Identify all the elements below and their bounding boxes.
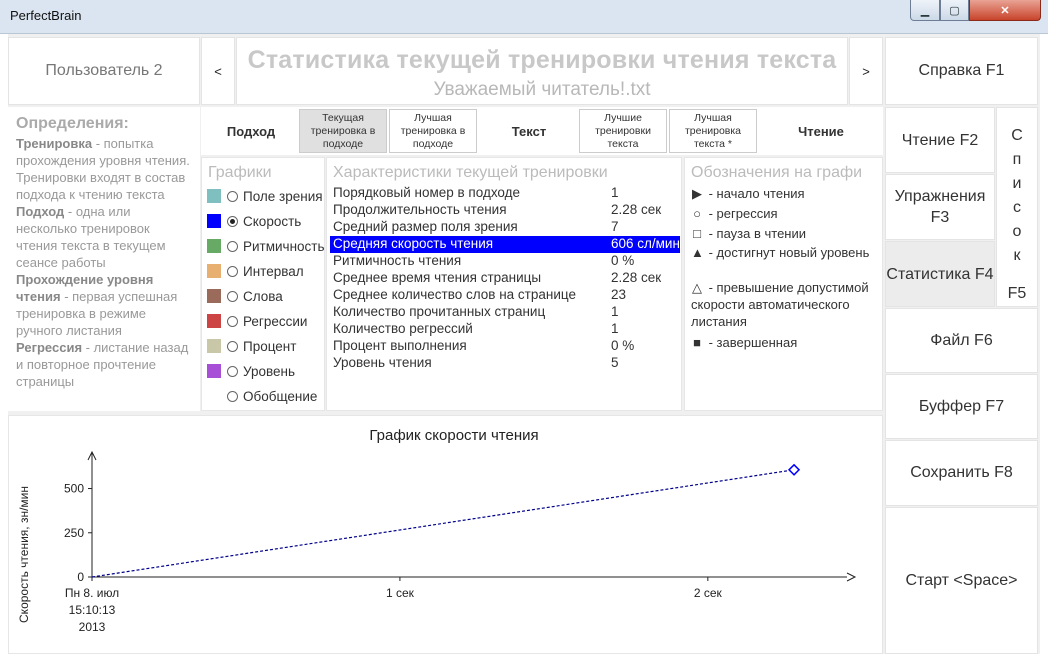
next-button[interactable]: > [849, 37, 883, 105]
stat-value: 7 [611, 219, 619, 234]
graph-option-label: Интервал [243, 263, 304, 279]
color-swatch [207, 389, 221, 403]
stat-row [330, 287, 680, 304]
maximize-button[interactable] [940, 0, 969, 21]
legend-symbol-icon: ▶ [692, 186, 702, 201]
color-swatch [207, 364, 221, 378]
legend-item [691, 185, 883, 202]
color-swatch [207, 189, 221, 203]
chart-svg [9, 416, 884, 655]
stat-value: 23 [611, 287, 627, 302]
legend-item [691, 205, 883, 222]
stat-label: Процент выполнения [333, 338, 467, 353]
stat-value: 1 [611, 185, 619, 200]
stat-label: Количество регрессий [333, 321, 473, 336]
speed-data-point [789, 465, 799, 475]
tab-text[interactable]: Текст [511, 123, 547, 139]
y-axis-label: Скорость чтения, зн/мин [17, 486, 31, 623]
stat-row [330, 236, 680, 253]
file-button[interactable]: Файл F6 [885, 308, 1038, 373]
stat-row [330, 338, 680, 355]
legend-text: - начало чтения [705, 186, 805, 201]
statistics-button[interactable]: Статистика F4 [885, 241, 995, 307]
stat-label: Средняя скорость чтения [333, 236, 494, 251]
close-button[interactable] [969, 0, 1041, 21]
header [236, 37, 848, 105]
graph-option[interactable] [207, 186, 325, 206]
minimize-icon: ▁ [920, 4, 930, 17]
tab-reading[interactable]: Чтение [798, 123, 844, 139]
graph-option[interactable] [207, 211, 325, 231]
definition-item: Прохождение уровня чтения - первая успешная тренировка в режиме ручного листания [16, 272, 178, 338]
graph-option[interactable] [207, 261, 325, 281]
stat-row [330, 219, 680, 236]
help-button[interactable]: Справка F1 [885, 37, 1038, 105]
graphs-title: Графики [208, 164, 272, 181]
speed-chart [8, 415, 883, 654]
graph-option[interactable] [207, 236, 325, 256]
tab-best-trainings-text[interactable]: Лучшие тренировки текста [579, 109, 667, 153]
radio-icon[interactable] [227, 241, 238, 252]
graph-option-label: Слова [243, 288, 283, 304]
graph-option-label: Уровень [243, 363, 296, 379]
stat-row [330, 185, 680, 202]
definitions-title: Определения: [16, 115, 129, 132]
close-icon: ✕ [1000, 4, 1010, 17]
x-tick-label: 2013 [78, 620, 106, 634]
graph-option[interactable] [207, 386, 325, 406]
radio-icon[interactable] [227, 291, 238, 302]
stat-label: Средний размер поля зрения [333, 219, 518, 234]
y-tick-label: 500 [63, 481, 84, 496]
legend-symbol-icon: ■ [693, 335, 701, 350]
definition-item: Регрессия - листание назад и повторное прочтение страницы [16, 340, 189, 389]
window-title: PerfectBrain [10, 8, 82, 23]
legend-text: - завершенная [705, 335, 798, 350]
legend-text: - превышение допустимой скорости автоматического листания [691, 280, 869, 329]
graph-option[interactable] [207, 361, 325, 381]
color-swatch [207, 239, 221, 253]
legend-item [691, 225, 883, 242]
tab-best-training[interactable]: Лучшая тренировка в подходе [389, 109, 477, 153]
stat-value: 5 [611, 355, 619, 370]
x-tick-label: Пн 8. июл [64, 586, 120, 600]
stat-row [330, 321, 680, 338]
x-tick-label: 2 сек [693, 586, 722, 600]
tab-current-training[interactable]: Текущая тренировка в подходе [299, 109, 387, 153]
stat-label: Ритмичность чтения [333, 253, 462, 268]
stats-panel [326, 157, 682, 411]
color-swatch [207, 339, 221, 353]
file-name: Уважаемый читатель!.txt [433, 79, 651, 100]
speed-series-line [92, 470, 794, 577]
stat-value: 606 сл/мин [611, 236, 680, 251]
legend-item [691, 279, 883, 330]
stat-label: Количество прочитанных страниц [333, 304, 546, 319]
prev-button[interactable]: < [201, 37, 235, 105]
color-swatch [207, 314, 221, 328]
stat-label: Продолжительность чтения [333, 202, 507, 217]
stats-title: Характеристики текущей тренировки [333, 164, 608, 181]
radio-icon[interactable] [227, 366, 238, 377]
radio-icon[interactable] [227, 341, 238, 352]
stat-label: Уровень чтения [333, 355, 432, 370]
definitions-panel [8, 107, 200, 411]
stat-label: Среднее количество слов на странице [333, 287, 576, 302]
legend-item [691, 334, 883, 351]
scope-tabs [201, 107, 883, 155]
stat-row [330, 253, 680, 270]
minimize-button[interactable] [910, 0, 940, 21]
window-titlebar [0, 0, 1048, 34]
legend-text: - пауза в чтении [705, 226, 807, 241]
tab-podhod[interactable]: Подход [226, 123, 276, 139]
stat-row [330, 304, 680, 321]
radio-icon[interactable] [227, 391, 238, 402]
legend-item [691, 244, 883, 261]
stat-row [330, 202, 680, 219]
reading-button[interactable]: Чтение F2 [885, 107, 995, 173]
color-swatch [207, 289, 221, 303]
tab-best-training-text[interactable]: Лучшая тренировка текста * [669, 109, 757, 153]
stat-row [330, 355, 680, 372]
start-button[interactable]: Старт <Space> [885, 507, 1038, 654]
y-tick-label: 0 [77, 570, 84, 584]
graph-option[interactable] [207, 311, 325, 331]
graph-option[interactable] [207, 286, 325, 306]
graphs-panel [201, 157, 325, 411]
radio-icon[interactable] [227, 216, 238, 227]
graph-option-label: Скорость [243, 213, 302, 229]
stat-row [330, 270, 680, 287]
graph-option-label: Процент [243, 338, 297, 354]
legend-text: - регрессия [705, 206, 778, 221]
definition-item: Тренировка - попытка прохождения уровня чтения. Тренировки входят в состав подхода к чтению текста [16, 136, 190, 202]
x-tick-label: 1 сек [385, 586, 414, 600]
legend-symbol-icon: ▲ [691, 245, 704, 260]
stat-label: Среднее время чтения страницы [333, 270, 542, 285]
definition-item: Подход - одна или несколько тренировок чтения текста в текущем сеансе работы [16, 204, 166, 270]
radio-icon[interactable] [227, 266, 238, 277]
legend-symbol-icon: △ [692, 280, 702, 295]
chart-title: График скорости чтения [369, 427, 539, 444]
stat-label: Порядковый номер в подходе [333, 185, 521, 200]
app-client [8, 34, 1040, 654]
stat-value: 0 % [611, 338, 635, 353]
radio-icon[interactable] [227, 316, 238, 327]
y-tick-label: 250 [63, 525, 84, 540]
graph-option-label: Поле зрения [243, 188, 323, 204]
legend-symbol-icon: □ [693, 226, 701, 241]
graph-option-label: Ритмичность [243, 238, 325, 254]
x-axis-arrow [847, 573, 855, 581]
stat-value: 2.28 сек [611, 270, 662, 285]
stat-value: 1 [611, 304, 619, 319]
exercises-button[interactable]: Упражнения F3 [885, 174, 995, 240]
buffer-button[interactable]: Буффер F7 [885, 374, 1038, 439]
color-swatch [207, 214, 221, 228]
list-button[interactable]: С п и с о к F5 [996, 107, 1038, 307]
stat-value: 1 [611, 321, 619, 336]
legend-symbol-icon: ○ [693, 206, 701, 221]
x-tick-label: 15:10:13 [68, 603, 116, 617]
radio-icon[interactable] [227, 191, 238, 202]
page-title: Статистика текущей тренировки чтения текста [247, 46, 837, 74]
stat-value: 0 % [611, 253, 635, 268]
graph-option-label: Регрессии [243, 313, 308, 329]
graph-option[interactable] [207, 336, 325, 356]
color-swatch [207, 264, 221, 278]
maximize-icon: ▢ [949, 4, 960, 17]
graph-option-label: Обобщение [243, 388, 318, 404]
legend-panel [684, 157, 883, 411]
legend-text: - достигнут новый уровень [705, 245, 870, 260]
legend-title: Обозначения на графи [691, 164, 863, 181]
stat-value: 2.28 сек [611, 202, 662, 217]
save-button[interactable]: Сохранить F8 [885, 440, 1038, 506]
user-button[interactable]: Пользователь 2 [8, 37, 200, 105]
